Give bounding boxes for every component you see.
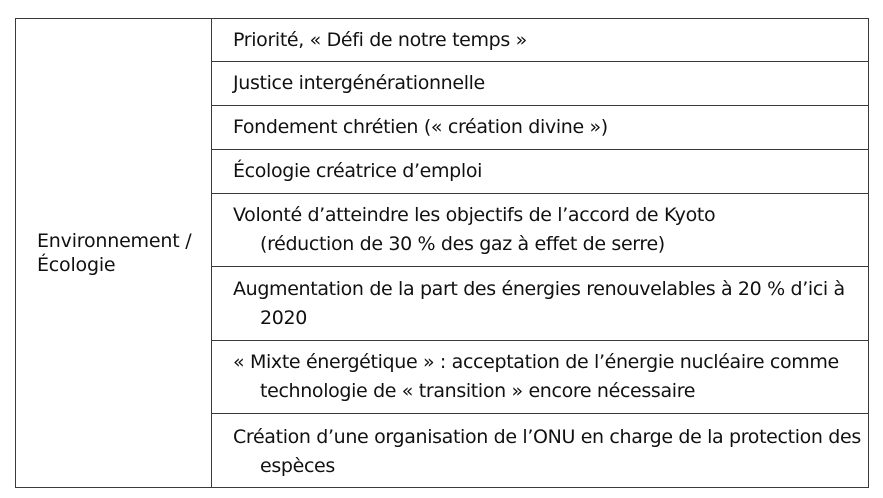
row-text-line: Écologie créatrice d’emploi — [233, 160, 483, 182]
table-row — [212, 106, 868, 150]
table-row — [212, 150, 868, 194]
category-label: Environnement / Écologie — [37, 230, 192, 276]
row-text-line: Création d’une organisation de l’ONU en charge de la protection des — [233, 425, 861, 448]
row-text-line: Justice intergénérationnelle — [233, 72, 485, 94]
table-row — [212, 341, 868, 414]
row-text-line: Volonté d’atteindre les objectifs de l’accord de Kyoto — [233, 204, 716, 226]
category-cell — [16, 19, 212, 487]
row-text-line: Augmentation de la part des énergies renouvelables à 20 % d’ici à — [233, 277, 845, 300]
policy-table — [15, 18, 869, 488]
table-row — [212, 414, 868, 489]
row-text-line: (réduction de 30 % des gaz à effet de serre) — [260, 233, 665, 255]
table-row — [212, 19, 868, 62]
row-text-line: « Mixte énergétique » : acceptation de l’énergie nucléaire comme — [233, 351, 839, 373]
row-text-line: espèces — [260, 454, 335, 477]
row-text-line: Priorité, « Défi de notre temps » — [233, 28, 527, 51]
row-text-line: technologie de « transition » encore nécessaire — [260, 380, 696, 402]
row-text-line: 2020 — [260, 306, 307, 329]
row-text-line: Fondement chrétien (« création divine ») — [233, 116, 608, 138]
items-column — [212, 19, 868, 487]
table-row — [212, 267, 868, 341]
table-row — [212, 62, 868, 106]
table-row — [212, 194, 868, 267]
